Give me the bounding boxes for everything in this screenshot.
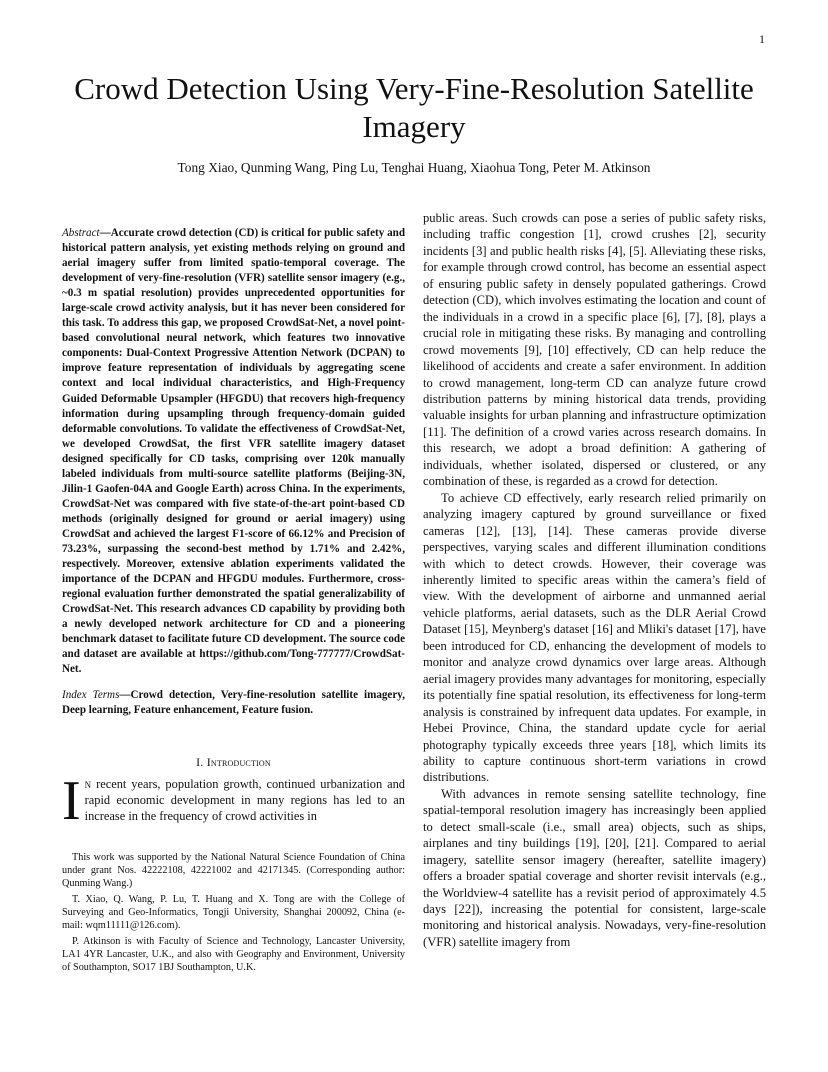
- index-terms-lead: Index Terms: [62, 689, 120, 702]
- index-terms: [62, 688, 405, 718]
- page-number: 1: [759, 32, 765, 46]
- abstract: [62, 226, 405, 677]
- footnotes: [62, 852, 405, 974]
- section-heading-introduction: I. Introduction: [196, 754, 271, 769]
- body-paragraph-3: With advances in remote sensing satellite technology, fine spatial-temporal resolution imagery has increasingly been applied to detect small-scale (i.e., small area) objects, such as ships, airplanes and tiny buildings [19], [20], [21]. Compared to aerial imagery, satellite sensor imagery (hereafter, satellite imagery) offers a broader spatial coverage and shorter revisit intervals (e.g., the Worldview-4 satellite has a revisit period of approximately 4.5 days [22]), increasing the potential for consistent, large-scale monitoring and historical analysis. Nowadays, very-fine-resolution (VFR) satellite imagery from: [423, 786, 766, 949]
- footnote-funding: This work was supported by the National Natural Science Foundation of China under grant Nos. 42222108, 42221002 and 42171345. (Corresponding author: Qunming Wang.): [62, 852, 405, 890]
- index-terms-text: —Crowd detection, Very-fine-resolution satellite imagery, Deep learning, Feature enhancement, Feature fusion.: [62, 689, 405, 717]
- footnote-affiliation-lancaster: P. Atkinson is with Faculty of Science and Technology, Lancaster University, LA1 4YR Lancaster, U.K., and also with Geography and Environment, University of Southampton, SO17 1BJ Southampton, U.K.: [62, 935, 405, 973]
- intro-text: recent years, population growth, continued urbanization and rapid economic development in many regions has led to an increase in the frequency of crowd activities in: [84, 776, 405, 824]
- abstract-lead: Abstract: [62, 227, 100, 239]
- author-list: Tong Xiao, Qunming Wang, Ping Lu, Tenghai Huang, Xiaohua Tong, Peter M. Atkinson: [177, 160, 651, 175]
- intro-paragraph: [62, 769, 405, 832]
- footnote-affiliation-tongji: T. Xiao, Q. Wang, P. Lu, T. Huang and X. Tong are with the College of Surveying and Geo-Informatics, Tongji University, Shanghai 200092, China (e-mail: wqm11111@126.com).: [62, 894, 405, 931]
- intro-smallcaps: n: [84, 776, 92, 791]
- abstract-text: —Accurate crowd detection (CD) is critical for public safety and historical pattern analysis, yet existing methods relying on ground and aerial imagery suffer from limited spatio-temporal coverage. The development of very-fine-resolution (VFR) satellite sensor imagery (e.g., ~0.3 m spatial resolution) provides unprecedented opportunities for large-scale crowd activity analysis, but it has never been considered for this task. To address this gap, we proposed CrowdSat-Net, a novel point-based convolutional neural network, which features two innovative components: Dual-Context Progressive Attention Network (DCPAN) to improve feature representation of individuals by aggregating scene context and local individual characteristics, and High-Frequency Guided Deformable Upsampler (HFGDU) that recovers high-frequency information during upsampling through frequency-domain guided deformable convolutions. To validate the effectiveness of CrowdSat-Net, we developed CrowdSat, the first VFR satellite imagery dataset designed specifically for CD tasks, comprising over 120k manually labeled individuals from multi-source satellite platforms (Beijing-3N, Jilin-1 Gaofen-04A and Google Earth) across China. In the experiments, CrowdSat-Net was compared with five state-of-the-art point-based CD methods (originally designed for ground or aerial imagery) using CrowdSat and achieved the largest F1-score of 66.12% and Precision of 73.23%, surpassing the second-best method by 1.71% and 2.42%, respectively. Moreover, extensive ablation experiments validated the importance of the DCPAN and HFGDU modules. Furthermore, cross-regional evaluation further demonstrated the spatial generalizability of CrowdSat-Net. This research advances CD capability by providing both a newly developed network architecture for CD and a pioneering benchmark dataset to facilitate future CD development. The source code and dataset are available at https://github.com/Tong-777777/CrowdSat-Net.: [62, 227, 405, 676]
- dropcap: I: [62, 769, 81, 832]
- left-column: [62, 226, 405, 974]
- right-column: [423, 210, 766, 950]
- body-paragraph-2: To achieve CD effectively, early research relied primarily on analyzing imagery captured by ground surveillance or fixed cameras [12], [13], [14]. These cameras provide diverse perspectives, varying scales and different illumination conditions with which to detect crowds. However, their coverage was inherently limited to specific areas within the camera’s field of view. With the development of airborne and unmanned aerial vehicle platforms, aerial datasets, such as the DLR Aerial Crowd Dataset [15], Meynberg's dataset [16] and Mliki's dataset [17], have been introduced for CD, enhancing the development of models to monitor and analyze crowd dynamics over large areas. Although aerial imagery provides many advantages for monitoring, especially its potentially fine spatial resolution, its effectiveness for long-term analysis is constrained by infrequent data updates. For example, in Hebei Province, China, the standard update cycle for aerial photography typically exceeds three years [18], which limits its ability to capture continuous short-term variations in crowd distributions.: [423, 490, 766, 785]
- paper-title: Crowd Detection Using Very-Fine-Resolution Satellite Imagery: [74, 71, 754, 144]
- body-paragraph-1: public areas. Such crowds can pose a series of public safety risks, including traffic congestion [1], crowd crushes [2], security incidents [3] and public health risks [4], [5]. Alleviating these risks, for example through crowd control, has become an essential aspect of ensuring public safety in densely populated gatherings. Crowd detection (CD), which involves estimating the location and count of the individuals in a crowd in a specific place [6], [7], [8], plays a crucial role in mitigating these risks. By managing and controlling crowd movements [9], [10] effectively, CD can help reduce the likelihood of accidents and create a safer environment. In addition to crowd management, long-term CD can analyze future crowd distribution patterns by mining historical data trends, providing valuable insights for urban planning and infrastructure optimization [11]. The definition of a crowd varies across research domains. In this research, we adopt a broad definition: A gathering of individuals, whether isolated, dispersed or clustered, or any combination of these, is regarded as a crowd for detection.: [423, 211, 766, 489]
